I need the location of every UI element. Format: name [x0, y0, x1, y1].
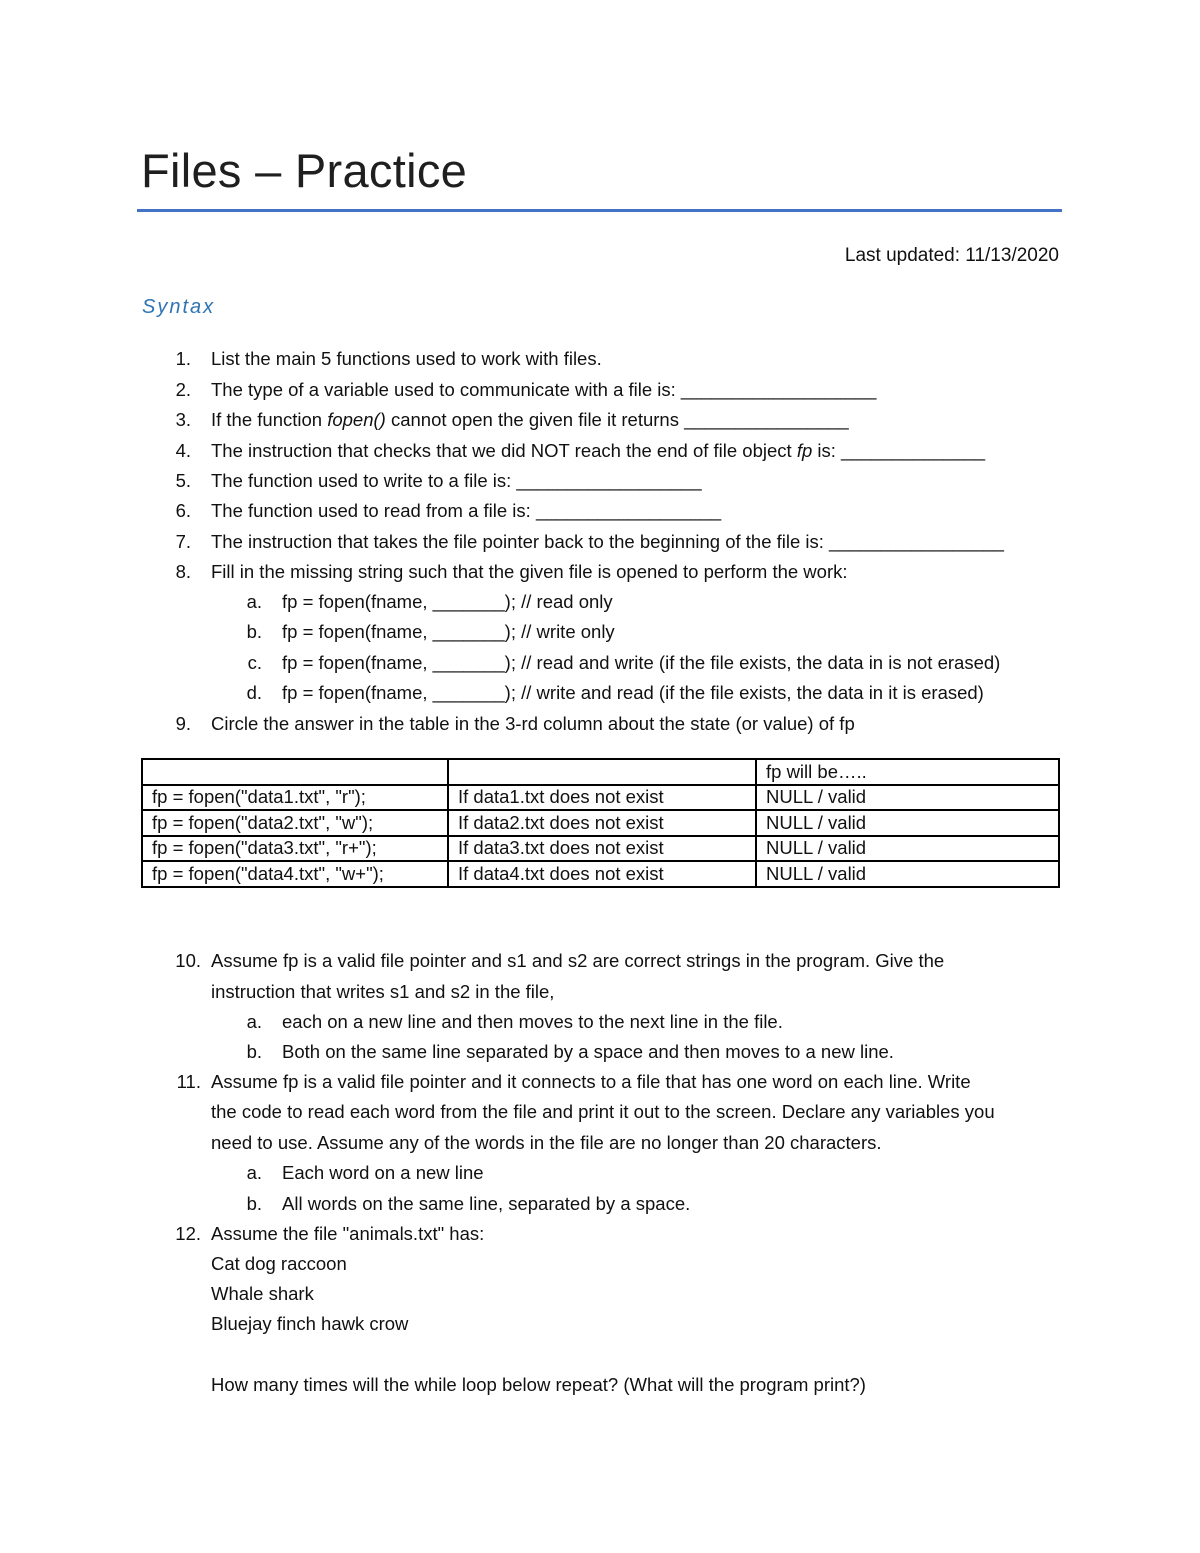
question-text-pre: The instruction that checks that we did NOT reach the end of file object	[211, 440, 797, 461]
question-number: 7.	[175, 531, 191, 552]
sub-question-letter: b.	[246, 621, 262, 642]
fopen-state-table	[141, 758, 1060, 888]
sub-question-text: Both on the same line separated by a space and then moves to a new line.	[282, 1041, 894, 1062]
question-number: 8.	[175, 561, 191, 582]
question-text: How many times will the while loop below repeat? (What will the program print?)	[211, 1374, 866, 1395]
question-text: Assume the file "animals.txt" has:	[211, 1223, 485, 1244]
question-number: 1.	[175, 348, 191, 369]
question-text: Circle the answer in the table in the 3-rd column about the state (or value) of fp	[211, 713, 855, 734]
sub-question-text: All words on the same line, separated by a space.	[282, 1193, 691, 1214]
question-text: List the main 5 functions used to work with files.	[211, 348, 602, 369]
question-text	[211, 409, 849, 431]
question-text: need to use. Assume any of the words in the file are no longer than 20 characters.	[211, 1132, 882, 1153]
question-number: 4.	[175, 440, 191, 461]
question-number: 11.	[176, 1071, 201, 1092]
table-cell-condition: If data3.txt does not exist	[448, 836, 756, 862]
question-number: 2.	[175, 379, 191, 400]
file-content-text: Cat dog raccoon	[211, 1253, 347, 1274]
question-text	[211, 440, 985, 462]
sub-question-text: each on a new line and then moves to the next line in the file.	[282, 1011, 783, 1032]
question-text: the code to read each word from the file and print it out to the screen. Declare any variables you	[211, 1101, 995, 1122]
sub-question-letter: d.	[246, 682, 262, 703]
table-cell-answer: NULL / valid	[756, 836, 1059, 862]
table-row	[142, 861, 1059, 887]
question-text: Assume fp is a valid file pointer and it connects to a file that has one word on each line. Write	[211, 1071, 971, 1092]
sub-question-text: fp = fopen(fname, _______); // write only	[282, 621, 615, 642]
table-header-cell: fp will be…..	[756, 759, 1059, 785]
table-cell-answer: NULL / valid	[756, 785, 1059, 811]
table-row	[142, 785, 1059, 811]
sub-question-text: fp = fopen(fname, _______); // write and read (if the file exists, the data in it is erased)	[282, 682, 984, 703]
table-row	[142, 810, 1059, 836]
table-cell-call: fp = fopen("data1.txt", "r");	[142, 785, 448, 811]
question-text-emphasis: fp	[796, 440, 813, 461]
question-number: 12.	[175, 1223, 201, 1244]
sub-question-letter: a.	[246, 1162, 262, 1183]
question-text-post: is: ______________	[812, 440, 986, 461]
question-text: The function used to read from a file is: __________________	[211, 500, 722, 521]
sub-question-letter: b.	[246, 1193, 262, 1214]
table-cell-call: fp = fopen("data4.txt", "w+");	[142, 861, 448, 887]
table-header-row	[142, 759, 1059, 785]
question-text: The type of a variable used to communicate with a file is: ___________________	[211, 379, 877, 400]
page-title: Files – Practice	[141, 144, 468, 197]
sub-question-text: fp = fopen(fname, _______); // read only	[282, 591, 613, 612]
question-text: instruction that writes s1 and s2 in the file,	[211, 981, 555, 1002]
table-header-cell	[142, 759, 448, 785]
section-heading: Syntax	[142, 296, 216, 318]
table-cell-answer: NULL / valid	[756, 810, 1059, 836]
table-cell-condition: If data1.txt does not exist	[448, 785, 756, 811]
sub-question-letter: b.	[246, 1041, 262, 1062]
question-text: Assume fp is a valid file pointer and s1 and s2 are correct strings in the program. Give the	[211, 950, 945, 971]
question-number: 9.	[175, 713, 191, 734]
file-content-text: Bluejay finch hawk crow	[211, 1313, 409, 1334]
question-text: The instruction that takes the file pointer back to the beginning of the file is: _________________	[211, 531, 1004, 552]
table-header-cell	[448, 759, 756, 785]
question-number: 5.	[175, 470, 191, 491]
title-underline	[137, 209, 1062, 212]
table-cell-condition: If data4.txt does not exist	[448, 861, 756, 887]
sub-question-letter: a.	[246, 1011, 262, 1032]
table-cell-answer: NULL / valid	[756, 861, 1059, 887]
sub-question-letter: a.	[246, 591, 262, 612]
question-number: 6.	[175, 500, 191, 521]
last-updated: Last updated: 11/13/2020	[844, 245, 1059, 266]
file-content-text: Whale shark	[211, 1283, 314, 1304]
sub-question-text: fp = fopen(fname, _______); // read and write (if the file exists, the data in is not erased)	[282, 652, 1001, 673]
question-text: Fill in the missing string such that the given file is opened to perform the work:	[211, 561, 848, 582]
question-number: 10.	[175, 950, 201, 971]
question-number: 3.	[175, 409, 191, 430]
table-cell-call: fp = fopen("data2.txt", "w");	[142, 810, 448, 836]
sub-question-letter: c.	[247, 652, 262, 673]
sub-question-text: Each word on a new line	[282, 1162, 484, 1183]
question-text-pre: If the function	[211, 409, 328, 430]
table-cell-call: fp = fopen("data3.txt", "r+");	[142, 836, 448, 862]
question-text: The function used to write to a file is: __________________	[211, 470, 702, 491]
table-row	[142, 836, 1059, 862]
question-text-emphasis: fopen()	[327, 409, 386, 430]
question-text-post: cannot open the given file it returns ________________	[385, 409, 849, 430]
table-cell-condition: If data2.txt does not exist	[448, 810, 756, 836]
